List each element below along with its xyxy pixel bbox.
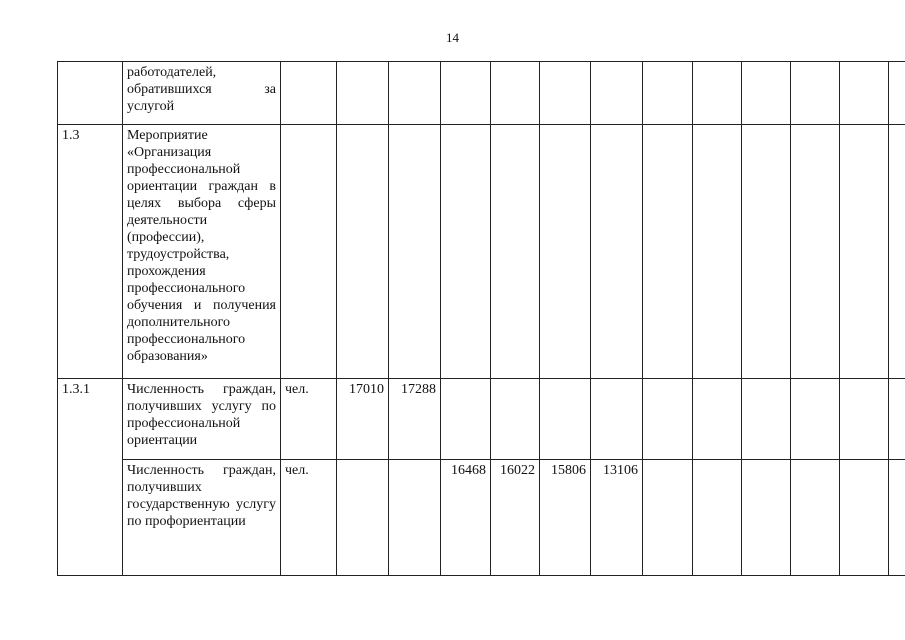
value-cell xyxy=(643,379,693,460)
table-row xyxy=(58,125,905,379)
value-cell xyxy=(491,62,540,125)
value-cell xyxy=(337,125,389,379)
value-cell xyxy=(693,379,742,460)
value-cell: 15806 xyxy=(540,460,591,576)
value-cell xyxy=(840,125,889,379)
value-cell xyxy=(889,460,905,576)
row-description: Мероприятие «Организация профессиональной ориентации граждан в целях выбора сферы деятельности (профессии), трудоустройства, прохождения профессионального обучения и получения дополнительного профессионального образования» xyxy=(123,125,281,379)
value-cell xyxy=(389,62,441,125)
value-cell xyxy=(693,460,742,576)
value-cell: 16468 xyxy=(441,460,491,576)
value-cell xyxy=(791,125,840,379)
value-cell xyxy=(591,125,643,379)
value-cell xyxy=(742,62,791,125)
value-cell xyxy=(791,379,840,460)
value-cell xyxy=(693,62,742,125)
indicators-table xyxy=(57,61,905,576)
value-cell xyxy=(337,460,389,576)
value-cell xyxy=(840,62,889,125)
value-cell xyxy=(889,379,905,460)
value-cell xyxy=(540,125,591,379)
value-cell xyxy=(540,62,591,125)
row-code: 1.3.1 xyxy=(58,379,123,576)
value-cell xyxy=(643,125,693,379)
table-row xyxy=(58,460,905,576)
value-cell xyxy=(791,460,840,576)
value-cell: 17010 xyxy=(337,379,389,460)
value-cell xyxy=(540,379,591,460)
value-cell xyxy=(643,62,693,125)
value-cell xyxy=(742,460,791,576)
value-cell xyxy=(491,125,540,379)
value-cell xyxy=(441,125,491,379)
table-row xyxy=(58,379,905,460)
page-number: 14 xyxy=(446,30,459,45)
value-cell xyxy=(441,379,491,460)
row-description: Численность граждан, получивших услугу по профессиональной ориентации xyxy=(123,379,281,460)
row-unit: чел. xyxy=(281,379,337,460)
value-cell xyxy=(337,62,389,125)
value-cell xyxy=(591,62,643,125)
value-cell xyxy=(643,460,693,576)
value-cell xyxy=(742,379,791,460)
value-cell: 13106 xyxy=(591,460,643,576)
value-cell xyxy=(840,460,889,576)
value-cell xyxy=(389,125,441,379)
value-cell xyxy=(840,379,889,460)
value-cell xyxy=(889,62,905,125)
value-cell xyxy=(791,62,840,125)
value-cell: 17288 xyxy=(389,379,441,460)
row-code xyxy=(58,62,123,125)
row-unit xyxy=(281,62,337,125)
value-cell xyxy=(491,379,540,460)
value-cell xyxy=(742,125,791,379)
value-cell: 16022 xyxy=(491,460,540,576)
row-description: работодателей, обратившихся за услугой xyxy=(123,62,281,125)
value-cell xyxy=(889,125,905,379)
row-code: 1.3 xyxy=(58,125,123,379)
value-cell xyxy=(693,125,742,379)
table-row xyxy=(58,62,905,125)
value-cell xyxy=(389,460,441,576)
row-unit: чел. xyxy=(281,460,337,576)
row-description: Численность граждан, получивших государственную услугу по профориентации xyxy=(123,460,281,576)
value-cell xyxy=(591,379,643,460)
value-cell xyxy=(441,62,491,125)
row-unit xyxy=(281,125,337,379)
